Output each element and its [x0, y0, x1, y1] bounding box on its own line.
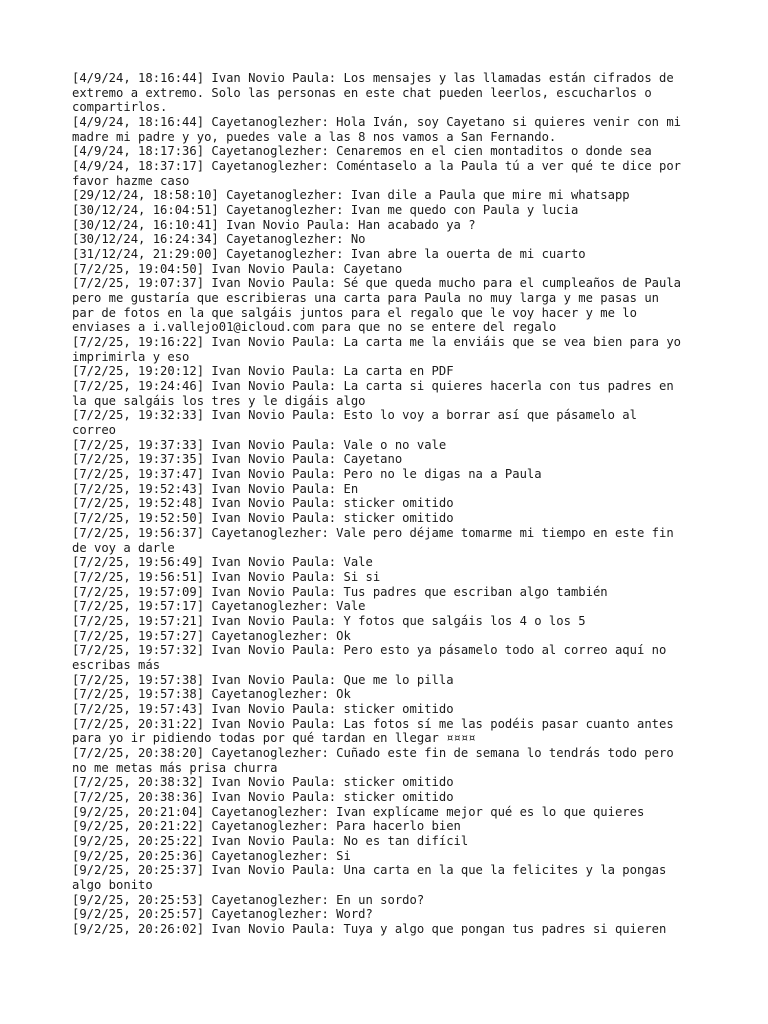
- transcript-line: [7/2/25, 19:07:37] Ivan Novio Paula: Sé que queda mucho para el cumpleaños de Paula: [72, 276, 682, 291]
- transcript-line: [7/2/25, 19:04:50] Ivan Novio Paula: Cayetano: [72, 261, 403, 276]
- transcript-line: [7/2/25, 19:52:43] Ivan Novio Paula: En: [72, 481, 359, 496]
- transcript-line: [7/2/25, 19:57:09] Ivan Novio Paula: Tus padres que escriban algo también: [72, 584, 608, 599]
- transcript-line: imprimirla y eso: [72, 349, 190, 364]
- transcript-line: [7/2/25, 20:31:22] Ivan Novio Paula: Las fotos sí me las podéis pasar cuanto antes: [72, 716, 674, 731]
- transcript-line: [31/12/24, 21:29:00] Cayetanoglezher: Ivan abre la ouerta de mi cuarto: [72, 247, 586, 262]
- transcript-line: [7/2/25, 19:37:35] Ivan Novio Paula: Cayetano: [72, 452, 403, 467]
- transcript-line: [30/12/24, 16:10:41] Ivan Novio Paula: Han acabado ya ?: [72, 217, 476, 232]
- transcript-line: [7/2/25, 19:57:38] Cayetanoglezher: Ok: [72, 687, 351, 702]
- transcript-line: [7/2/25, 19:16:22] Ivan Novio Paula: La carta me la enviáis que se vea bien para yo: [72, 335, 682, 350]
- transcript-line: [7/2/25, 19:37:47] Ivan Novio Paula: Pero no le digas na a Paula: [72, 467, 542, 482]
- transcript-line: [7/2/25, 19:32:33] Ivan Novio Paula: Esto lo voy a borrar así que pásamelo al: [72, 408, 637, 423]
- transcript-line: para yo ir pidiendo todas por qué tardan en llegar ¤¤¤¤: [72, 731, 476, 746]
- transcript-line: [7/2/25, 19:52:50] Ivan Novio Paula: sticker omitido: [72, 511, 454, 526]
- chat-transcript: [72, 71, 702, 937]
- transcript-line: [9/2/25, 20:25:36] Cayetanoglezher: Si: [72, 848, 351, 863]
- transcript-line: [9/2/25, 20:25:22] Ivan Novio Paula: No es tan difícil: [72, 833, 469, 848]
- transcript-line: [7/2/25, 19:52:48] Ivan Novio Paula: sticker omitido: [72, 496, 454, 511]
- transcript-line: [7/2/25, 20:38:20] Cayetanoglezher: Cuñado este fin de semana lo tendrás todo pero: [72, 745, 674, 760]
- transcript-line: compartirlos.: [72, 100, 168, 115]
- transcript-line: [4/9/24, 18:37:17] Cayetanoglezher: Coméntaselo a la Paula tú a ver qué te dice por: [72, 159, 682, 174]
- transcript-line: [7/2/25, 19:57:27] Cayetanoglezher: Ok: [72, 628, 351, 643]
- transcript-line: [7/2/25, 19:56:37] Cayetanoglezher: Vale pero déjame tomarme mi tiempo en este fin: [72, 525, 674, 540]
- transcript-line: [7/2/25, 19:57:21] Ivan Novio Paula: Y fotos que salgáis los 4 o los 5: [72, 613, 586, 628]
- transcript-line: [9/2/25, 20:25:37] Ivan Novio Paula: Una carta en la que la felicites y la pongas: [72, 863, 667, 878]
- transcript-line: no me metas más prisa churra: [72, 760, 278, 775]
- transcript-line: [7/2/25, 19:37:33] Ivan Novio Paula: Vale o no vale: [72, 437, 447, 452]
- transcript-line: [9/2/25, 20:21:04] Cayetanoglezher: Ivan explícame mejor qué es lo que quieres: [72, 804, 645, 819]
- transcript-line: [30/12/24, 16:24:34] Cayetanoglezher: No: [72, 232, 366, 247]
- transcript-line: [4/9/24, 18:17:36] Cayetanoglezher: Cenaremos en el cien montaditos o donde sea: [72, 144, 652, 159]
- transcript-line: correo: [72, 423, 117, 438]
- transcript-line: par de fotos en la que salgáis juntos para el regalo que le voy hacer y me lo: [72, 305, 637, 320]
- transcript-line: pero me gustaría que escribieras una carta para Paula no muy larga y me pasas un: [72, 291, 659, 306]
- transcript-line: [9/2/25, 20:25:57] Cayetanoglezher: Word?: [72, 907, 373, 922]
- transcript-line: [7/2/25, 19:57:43] Ivan Novio Paula: sticker omitido: [72, 701, 454, 716]
- transcript-line: algo bonito: [72, 877, 153, 892]
- transcript-line: [30/12/24, 16:04:51] Cayetanoglezher: Ivan me quedo con Paula y lucia: [72, 203, 579, 218]
- transcript-line: [7/2/25, 19:56:49] Ivan Novio Paula: Vale: [72, 555, 373, 570]
- transcript-line: enviases a i.vallejo01@icloud.com para que no se entere del regalo: [72, 320, 557, 335]
- transcript-line: [7/2/25, 19:57:38] Ivan Novio Paula: Que me lo pilla: [72, 672, 454, 687]
- transcript-line: [7/2/25, 19:57:32] Ivan Novio Paula: Pero esto ya pásamelo todo al correo aquí no: [72, 643, 667, 658]
- transcript-line: [7/2/25, 20:38:32] Ivan Novio Paula: sticker omitido: [72, 775, 454, 790]
- transcript-line: favor hazme caso: [72, 173, 190, 188]
- transcript-line: [7/2/25, 19:56:51] Ivan Novio Paula: Si si: [72, 569, 381, 584]
- transcript-line: madre mi padre y yo, puedes vale a las 8 nos vamos a San Fernando.: [72, 129, 557, 144]
- transcript-line: [7/2/25, 19:20:12] Ivan Novio Paula: La carta en PDF: [72, 364, 454, 379]
- transcript-line: de voy a darle: [72, 540, 175, 555]
- transcript-line: [7/2/25, 20:38:36] Ivan Novio Paula: sticker omitido: [72, 789, 454, 804]
- transcript-line: [7/2/25, 19:24:46] Ivan Novio Paula: La carta si quieres hacerla con tus padres en: [72, 379, 674, 394]
- transcript-line: extremo a extremo. Solo las personas en este chat pueden leerlos, escucharlos o: [72, 85, 652, 100]
- transcript-line: escribas más: [72, 657, 161, 672]
- transcript-line: [9/2/25, 20:21:22] Cayetanoglezher: Para hacerlo bien: [72, 819, 461, 834]
- transcript-line: [9/2/25, 20:25:53] Cayetanoglezher: En un sordo?: [72, 892, 425, 907]
- transcript-line: la que salgáis los tres y le digáis algo: [72, 393, 366, 408]
- transcript-line: [9/2/25, 20:26:02] Ivan Novio Paula: Tuya y algo que pongan tus padres si quieren: [72, 921, 667, 936]
- transcript-line: [7/2/25, 19:57:17] Cayetanoglezher: Vale: [72, 599, 366, 614]
- transcript-line: [29/12/24, 18:58:10] Cayetanoglezher: Ivan dile a Paula que mire mi whatsapp: [72, 188, 630, 203]
- transcript-line: [4/9/24, 18:16:44] Ivan Novio Paula: Los mensajes y las llamadas están cifrados de: [72, 71, 674, 85]
- transcript-line: [4/9/24, 18:16:44] Cayetanoglezher: Hola Iván, soy Cayetano si quieres venir con mi: [72, 115, 682, 130]
